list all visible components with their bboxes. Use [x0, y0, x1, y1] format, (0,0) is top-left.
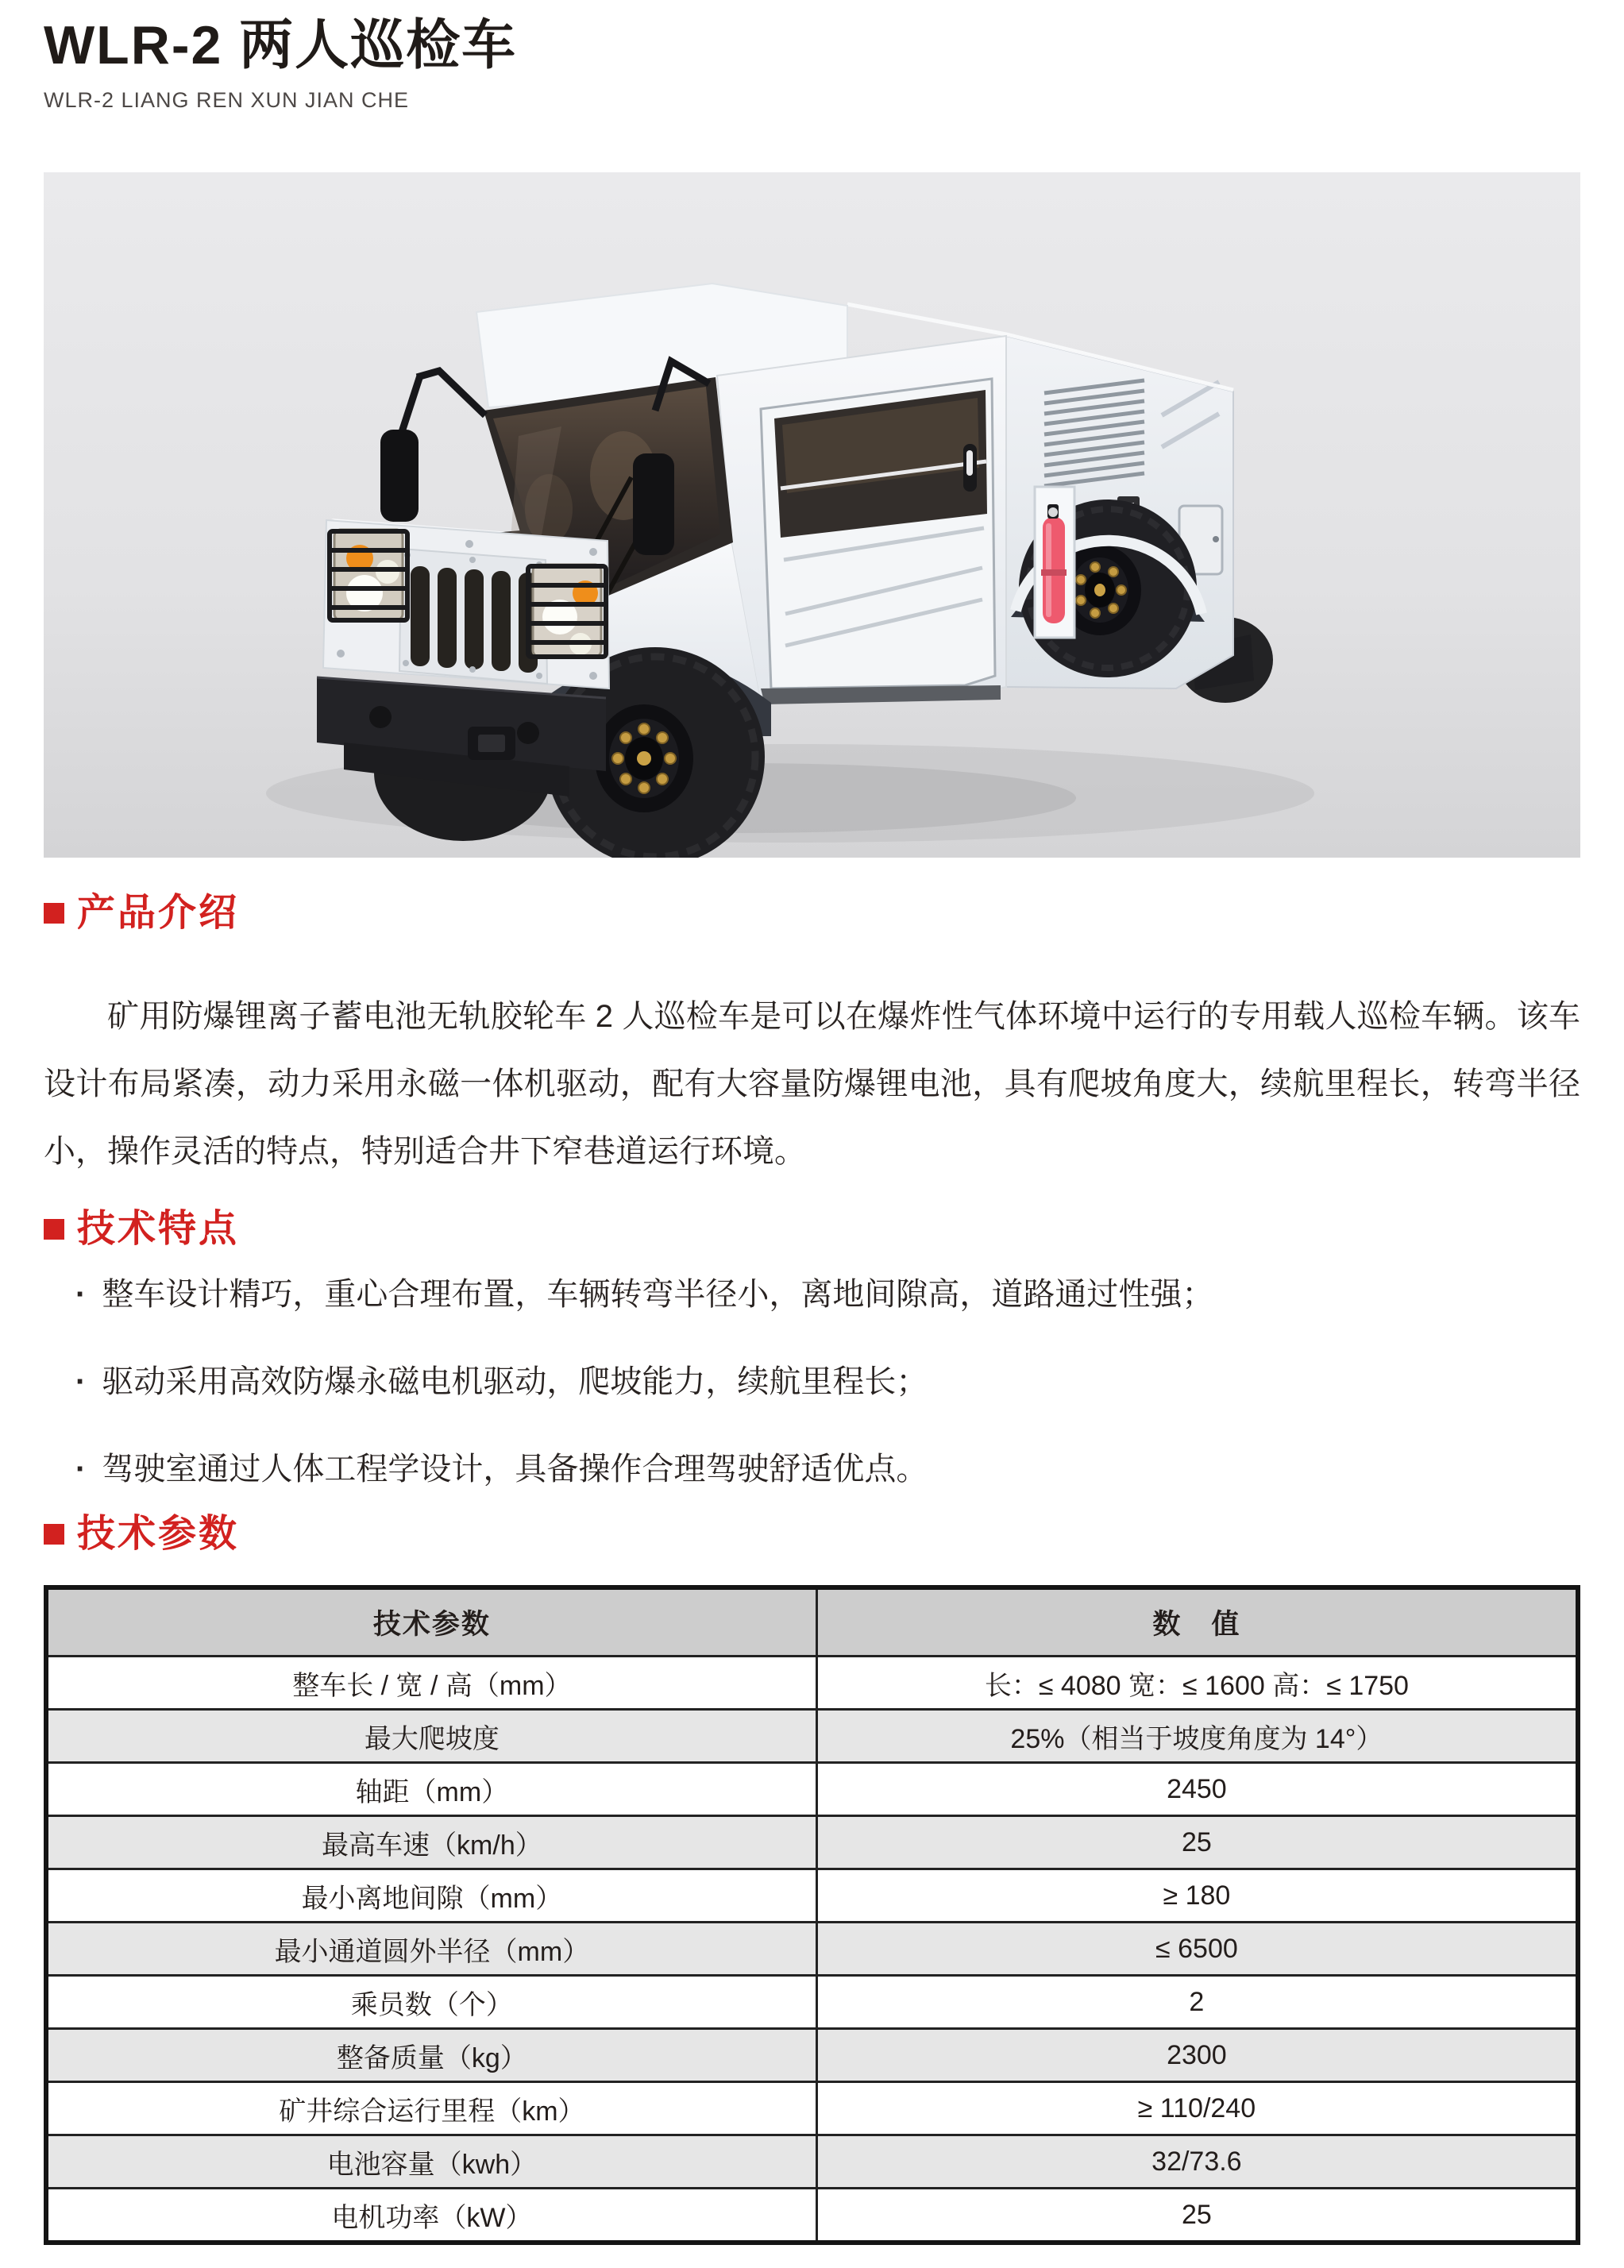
- spec-param-cell: 电池容量（kwh）: [46, 2135, 816, 2189]
- red-square-icon: [44, 1524, 64, 1545]
- section-title: 技术参数: [77, 1513, 240, 1555]
- table-row: [46, 2189, 1578, 2243]
- table-row: [46, 2029, 1578, 2082]
- intro-paragraph: 矿用防爆锂离子蓄电池无轨胶轮车 2 人巡检车是可以在爆炸性气体环境中运行的专用载人巡检车辆。该车设计布局紧凑，动力采用永磁一体机驱动，配有大容量防爆锂电池，具有爬坡角度大，续航里程长，转弯半径小，操作灵活的特点，特别适合井下窄巷道运行环境。: [44, 999, 1580, 1169]
- bullet-dot: ·: [75, 1364, 87, 1399]
- section-title: 技术特点: [77, 1208, 240, 1250]
- section-heading-specs: [44, 1515, 239, 1553]
- product-image: [44, 172, 1580, 858]
- table-row: [46, 2082, 1578, 2135]
- mirror-left: [380, 430, 419, 522]
- table-row: [46, 1976, 1578, 2029]
- spec-param-cell: 最小通道圆外半径（mm）: [46, 1923, 816, 1976]
- section-heading-features: [44, 1210, 239, 1248]
- table-row: [46, 1869, 1578, 1923]
- fire-extinguisher: [1035, 487, 1074, 638]
- spec-value-cell: 32/73.6: [816, 2135, 1578, 2189]
- spec-value-cell: ≥ 110/240: [816, 2082, 1578, 2135]
- spec-value-cell: ≤ 6500: [816, 1923, 1578, 1976]
- spec-value-cell: 2300: [816, 2029, 1578, 2082]
- spec-table: [44, 1585, 1580, 2245]
- spec-param-cell: 轴距（mm）: [46, 1763, 816, 1816]
- headlight-right: [528, 565, 606, 657]
- page-title: WLR-2 两人巡检车: [44, 15, 518, 75]
- page-subtitle: WLR-2 LIANG REN XUN JIAN CHE: [44, 87, 410, 112]
- red-square-icon: [44, 903, 64, 924]
- spec-table-body: [46, 1657, 1578, 2243]
- spec-param-cell: 整车长 / 宽 / 高（mm）: [46, 1657, 816, 1710]
- spec-value-cell: 25: [816, 2189, 1578, 2243]
- spec-value-cell: 25: [816, 1816, 1578, 1869]
- grille-slots: [411, 566, 538, 673]
- section-title: 产品介绍: [77, 892, 240, 934]
- bullet-dot: ·: [75, 1452, 87, 1487]
- table-header-row: [46, 1587, 1578, 1657]
- spec-param-cell: 矿井综合运行里程（km）: [46, 2082, 816, 2135]
- table-row: [46, 1816, 1578, 1869]
- column-header-value: 数 值: [816, 1587, 1578, 1657]
- feature-text: 驱动采用高效防爆永磁电机驱动，爬坡能力，续航里程长；: [102, 1364, 928, 1399]
- table-row: [46, 1763, 1578, 1816]
- table-row: [46, 1923, 1578, 1976]
- headlight-left: [330, 530, 407, 620]
- features-list: [75, 1271, 1568, 1533]
- section-heading-intro: [44, 894, 239, 932]
- table-row: [46, 1657, 1578, 1710]
- spec-param-cell: 电机功率（kW）: [46, 2189, 816, 2243]
- spec-param-cell: 乘员数（个）: [46, 1976, 816, 2029]
- feature-text: 驾驶室通过人体工程学设计，具备操作合理驾驶舒适优点。: [102, 1452, 928, 1487]
- list-item: [75, 1445, 1568, 1493]
- list-item: [75, 1358, 1568, 1406]
- spec-value-cell: 2450: [816, 1763, 1578, 1816]
- spec-param-cell: 最大爬坡度: [46, 1710, 816, 1763]
- table-row: [46, 1710, 1578, 1763]
- mirror-right: [633, 453, 674, 555]
- spec-param-cell: 最高车速（km/h）: [46, 1816, 816, 1869]
- spec-value-cell: 25%（相当于坡度角度为 14°）: [816, 1710, 1578, 1763]
- spec-value-cell: ≥ 180: [816, 1869, 1578, 1923]
- red-square-icon: [44, 1219, 64, 1240]
- table-row: [46, 2135, 1578, 2189]
- spec-value-cell: 2: [816, 1976, 1578, 2029]
- spec-param-cell: 最小离地间隙（mm）: [46, 1869, 816, 1923]
- bullet-dot: ·: [75, 1277, 87, 1312]
- cab-door: [761, 379, 995, 688]
- spec-value-cell: 长：≤ 4080 宽：≤ 1600 高：≤ 1750: [816, 1657, 1578, 1710]
- list-item: [75, 1271, 1568, 1318]
- doc-header: [44, 16, 1580, 113]
- feature-text: 整车设计精巧，重心合理布置，车辆转弯半径小，离地间隙高，道路通过性强；: [102, 1277, 1214, 1312]
- column-header-parameter: 技术参数: [46, 1587, 816, 1657]
- vehicle-render: [44, 172, 1580, 858]
- spec-param-cell: 整备质量（kg）: [46, 2029, 816, 2082]
